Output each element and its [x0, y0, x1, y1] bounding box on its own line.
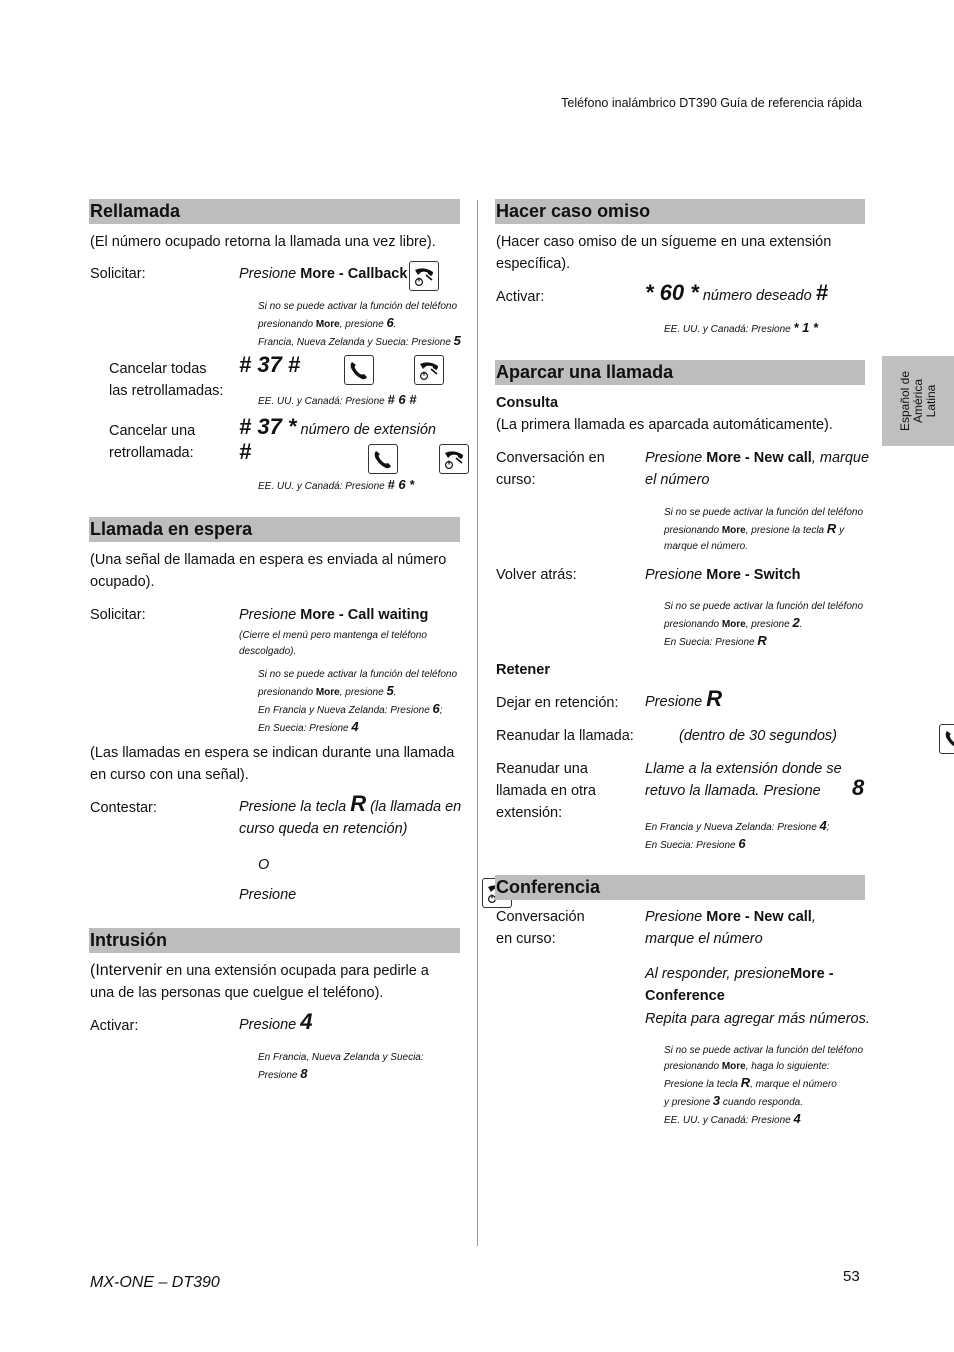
cancel-one-label: Cancelar una retrollamada:: [109, 423, 196, 461]
cancel-all-label: Cancelar todas las retrollamadas:: [109, 361, 224, 399]
reanudar-label: Reanudar la llamada:: [496, 728, 634, 744]
otra-text: Llame a la extensión donde se retuvo la llamada. Presione: [645, 761, 842, 799]
rellamada-note: Si no se puede activar la función del teléfono presionando More, presione 6. Francia, Nueva Zelanda y Suecia: Presione 5: [258, 301, 461, 348]
intrusion-activar-text: Presione 4: [239, 1009, 313, 1034]
volver-note: Si no se puede activar la función del teléfono presionando More, presione 2. En Suecia: Presione R: [664, 601, 864, 648]
section-rellamada: Rellamada: [89, 199, 460, 224]
callback-action: More - Callback: [300, 266, 408, 282]
section-intrusion: Intrusión: [89, 928, 460, 953]
rellamada-solicitar-text: Presione More - Callback: [239, 266, 408, 282]
contestar-presione: Presione: [239, 887, 297, 903]
conferencia-label: Conversación en curso:: [496, 909, 585, 947]
conferencia-text: Presione More - New call, marque el número: [645, 909, 816, 947]
cancel-one-hash: #: [239, 439, 252, 464]
rellamada-solicitar-label: Solicitar:: [90, 266, 146, 282]
espera-sub: (Cierre el menú pero mantenga el teléfono descolgado).: [239, 630, 427, 657]
aparcar-conv-text: Presione More - New call, marque el número: [645, 450, 870, 488]
aparcar-conv-note: Si no se puede activar la función del teléfono presionando More, presione la tecla R y marque el número.: [664, 507, 864, 552]
omiso-intro: (Hacer caso omiso de un sígueme en una extensión específica).: [496, 234, 832, 272]
espera-mid-text: (Las llamadas en espera se indican durante una llamada en curso con una señal).: [90, 745, 455, 783]
section-conferencia: Conferencia: [495, 875, 865, 900]
contestar-label: Contestar:: [90, 800, 157, 816]
conferencia-note: Si no se puede activar la función del teléfono presionando More, haga lo siguiente: Presione la tecla R, marque el número y presione 3 cuando responda. EE. UU. y Canadá: Presione 4: [664, 1045, 864, 1126]
language-tab-line1: Español de: [897, 370, 912, 432]
otra-label: Reanudar una llamada en otra extensión:: [496, 761, 596, 821]
omiso-activar-label: Activar:: [496, 289, 545, 305]
intrusion-note: En Francia, Nueva Zelanda y Suecia: Presione 8: [258, 1052, 424, 1081]
phone-onhook-icon: [409, 261, 439, 291]
section-aparcar: Aparcar una llamada: [495, 360, 865, 385]
espera-note: Si no se puede activar la función del teléfono presionando More, presione 5. En Francia y Nueva Zelanda: Presione 6; En Suecia: Presione 4: [258, 669, 458, 734]
cancel-one-code: # 37 * número de extensión: [239, 414, 436, 439]
or-text: O: [258, 857, 270, 873]
dejar-text: Presione R: [645, 686, 723, 711]
conferencia-text2: Al responder, presioneMore - Conference Repita para agregar más números.: [645, 966, 870, 1027]
intrusion-intro: (Intervenir en una extensión ocupada para pedirle a una de las personas que cuelgue el teléfono).: [90, 962, 429, 1001]
aparcar-conv-label: Conversación en curso:: [496, 450, 605, 488]
page-number: 53: [843, 1268, 860, 1285]
language-tab-line2: América: [910, 379, 925, 424]
cancel-one-note: EE. UU. y Canadá: Presione # 6 *: [258, 477, 415, 492]
phone-offhook-icon: [939, 724, 954, 754]
column-divider: [477, 200, 478, 1246]
rellamada-intro: (El número ocupado retorna la llamada una vez libre).: [90, 234, 436, 250]
espera-intro: (Una señal de llamada en espera es enviada al número ocupado).: [90, 552, 447, 590]
phone-onhook-icon: [439, 444, 469, 474]
omiso-note: EE. UU. y Canadá: Presione * 1 *: [664, 320, 819, 335]
otra-key: 8: [852, 775, 865, 800]
intrusion-activar-label: Activar:: [90, 1018, 139, 1034]
reanudar-text: (dentro de 30 segundos): [679, 728, 837, 744]
retener-heading: Retener: [496, 662, 550, 678]
dejar-label: Dejar en retención:: [496, 695, 619, 711]
otra-note: En Francia y Nueva Zelanda: Presione 4; En Suecia: Presione 6: [645, 818, 830, 851]
language-tab-line3: Latina: [923, 384, 938, 418]
phone-onhook-icon: [414, 355, 444, 385]
espera-solicitar-text: Presione More - Call waiting: [239, 607, 429, 623]
consulta-text: (La primera llamada es aparcada automáticamente).: [496, 417, 833, 433]
section-caso-omiso: Hacer caso omiso: [495, 199, 865, 224]
phone-offhook-icon: [344, 355, 374, 385]
cancel-all-code: # 37 #: [239, 352, 301, 377]
section-llamada-espera: Llamada en espera: [89, 517, 460, 542]
cancel-all-note: EE. UU. y Canadá: Presione # 6 #: [258, 392, 417, 407]
consulta-heading: Consulta: [496, 395, 559, 411]
volver-text: Presione More - Switch: [645, 567, 801, 583]
page-header: Teléfono inalámbrico DT390 Guía de referencia rápida: [561, 96, 862, 110]
contestar-text: Presione la tecla R (la llamada en curso queda en retención): [239, 791, 462, 837]
espera-solicitar-label: Solicitar:: [90, 607, 146, 623]
omiso-code: * 60 * número deseado #: [645, 280, 828, 305]
footer-product: MX-ONE – DT390: [90, 1274, 220, 1291]
language-tab: [882, 356, 954, 446]
phone-offhook-icon: [368, 444, 398, 474]
volver-label: Volver atrás:: [496, 567, 577, 583]
